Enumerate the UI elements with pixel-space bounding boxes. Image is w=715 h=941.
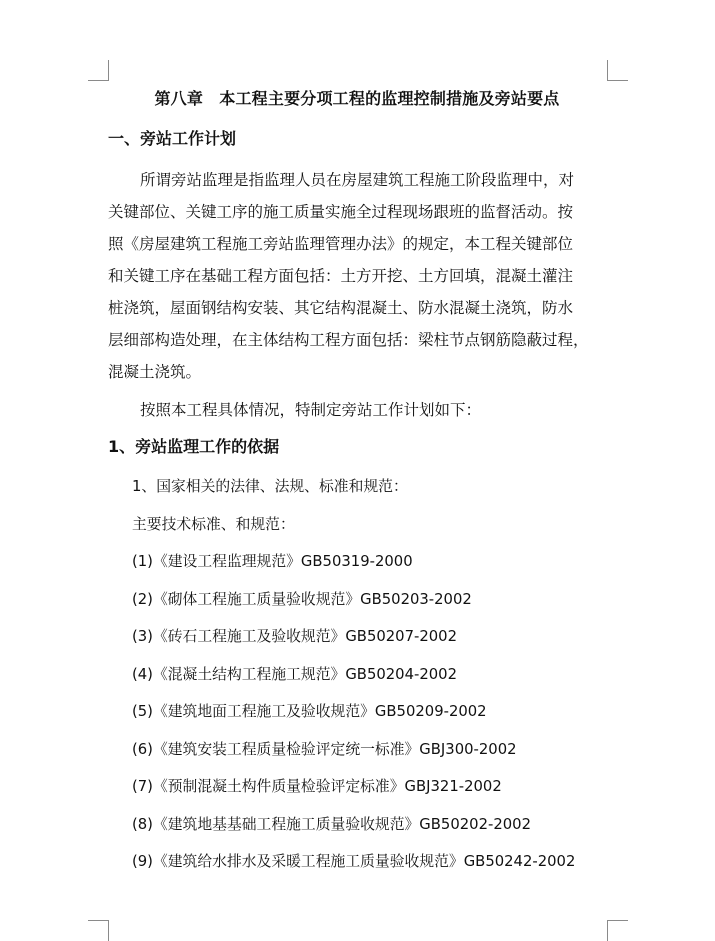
standard-item: (5)《建筑地面工程施工及验收规范》GB50209-2002 bbox=[132, 703, 487, 720]
plan-intro: 按照本工程具体情况，特制定旁站工作计划如下： bbox=[140, 401, 482, 419]
standard-item: (4)《混凝土结构工程施工规范》GB50204-2002 bbox=[132, 665, 458, 683]
crop-mark-bottom-left bbox=[88, 920, 109, 941]
subsection-title: 1、旁站监理工作的依据 bbox=[108, 437, 280, 456]
basis-item: 1、国家相关的法律、法规、标准和规范： bbox=[132, 478, 408, 495]
intro-line: 混凝土浇筑。 bbox=[108, 363, 202, 381]
standard-item: (3)《砖石工程施工及验收规范》GB50207-2002 bbox=[132, 628, 458, 645]
standard-item: (2)《砌体工程施工质量验收规范》GB50203-2002 bbox=[132, 590, 472, 608]
standard-item: (9)《建筑给水排水及采暖工程施工质量验收规范》GB50242-2002 bbox=[132, 853, 576, 870]
intro-paragraph bbox=[108, 164, 606, 388]
crop-mark-top-right bbox=[607, 60, 628, 81]
standard-item: (8)《建筑地基基础工程施工质量验收规范》GB50202-2002 bbox=[132, 815, 531, 833]
standards-heading: 主要技术标准、和规范： bbox=[132, 515, 295, 533]
document-body bbox=[108, 86, 606, 881]
chapter-title: 第八章 本工程主要分项工程的监理控制措施及旁站要点 bbox=[154, 89, 560, 108]
intro-line: 关键部位、关键工序的施工质量实施全过程现场跟班的监督活动。按 bbox=[108, 203, 574, 221]
intro-line: 照《房屋建筑工程施工旁站监理管理办法》的规定，本工程关键部位 bbox=[108, 235, 574, 253]
intro-line: 桩浇筑，屋面钢结构安装、其它结构混凝土、防水混凝土浇筑，防水 bbox=[108, 299, 574, 317]
intro-line: 所谓旁站监理是指监理人员在房屋建筑工程施工阶段监理中，对 bbox=[140, 171, 575, 189]
standard-item: (7)《预制混凝土构件质量检验评定标准》GBJ321-2002 bbox=[132, 778, 502, 795]
intro-line: 层细部构造处理，在主体结构工程方面包括：梁柱节点钢筋隐蔽过程， bbox=[108, 331, 589, 349]
crop-mark-top-left bbox=[88, 60, 109, 81]
standard-item: (1)《建设工程监理规范》GB50319-2000 bbox=[132, 553, 413, 570]
intro-line: 和关键工序在基础工程方面包括：土方开挖、土方回填，混凝土灌注 bbox=[108, 267, 574, 285]
section-title: 一、旁站工作计划 bbox=[108, 129, 237, 148]
standard-item: (6)《建筑安装工程质量检验评定统一标准》GBJ300-2002 bbox=[132, 740, 517, 758]
crop-mark-bottom-right bbox=[607, 920, 628, 941]
